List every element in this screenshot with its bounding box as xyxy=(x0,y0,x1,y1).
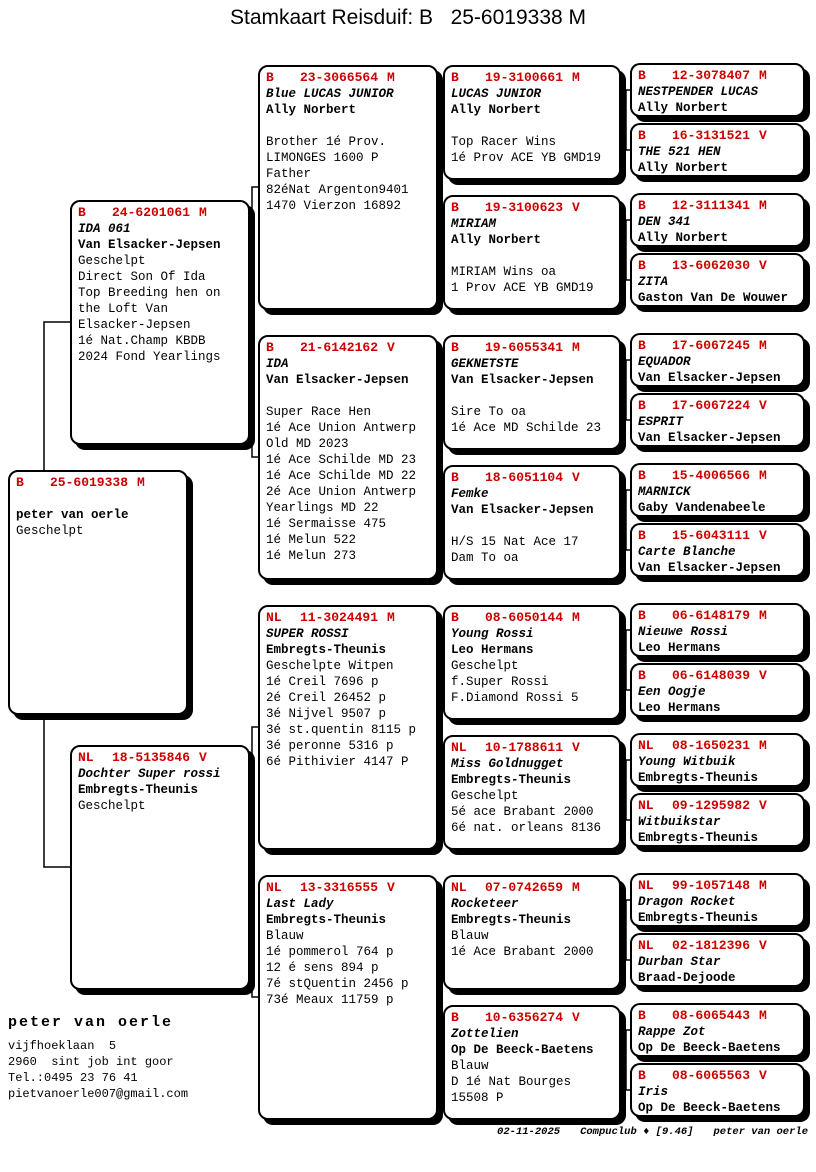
pigeon-name: Young Rossi xyxy=(451,627,534,641)
pigeon-name: Carte Blanche xyxy=(638,545,736,559)
country-code: B xyxy=(638,1068,646,1083)
ring-digits: 06-6148039 xyxy=(672,668,751,683)
owner-name: Embregts-Theunis xyxy=(266,643,387,657)
pigeon-name: Dochter Super rossi xyxy=(78,767,221,781)
country-code: B xyxy=(451,470,459,485)
owner-name: Embregts-Theunis xyxy=(638,771,759,785)
pedigree-box-gen3-4 xyxy=(258,875,438,1120)
owner-name: Embregts-Theunis xyxy=(638,911,759,925)
footer xyxy=(497,1126,808,1138)
pedigree-box-gen5-11 xyxy=(630,733,805,787)
sex-code: M xyxy=(759,198,767,213)
pedigree-box-gen5-2 xyxy=(630,123,805,177)
ring-number xyxy=(638,338,797,354)
ring-number xyxy=(451,200,613,216)
country-code: B xyxy=(638,608,646,623)
country-code: B xyxy=(638,528,646,543)
pigeon-name: Durban Star xyxy=(638,955,721,969)
pigeon-name: ZITA xyxy=(638,275,669,289)
ring-digits: 08-6065443 xyxy=(672,1008,751,1023)
owner-name: Braad-Dejoode xyxy=(638,971,736,985)
ring-number xyxy=(638,798,797,814)
pigeon-name: IDA 061 xyxy=(78,222,131,236)
ring-number xyxy=(638,68,797,84)
ring-number xyxy=(638,398,797,414)
country-code: B xyxy=(638,68,646,83)
sex-code: M xyxy=(572,70,580,85)
pigeon-name: THE 521 HEN xyxy=(638,145,721,159)
pedigree-box-gen5-15 xyxy=(630,1003,805,1057)
sex-code: V xyxy=(572,200,580,215)
country-code: NL xyxy=(451,740,467,755)
sex-code: M xyxy=(572,610,580,625)
ring-number xyxy=(638,738,797,754)
pedigree-box-subject xyxy=(8,470,188,715)
ring-number xyxy=(638,1008,797,1024)
sex-code: M xyxy=(759,878,767,893)
ring-number xyxy=(451,880,613,896)
pigeon-name: Dragon Rocket xyxy=(638,895,736,909)
ring-digits: 10-6356274 xyxy=(485,1010,564,1025)
sex-code: M xyxy=(759,608,767,623)
ring-digits: 15-6043111 xyxy=(672,528,751,543)
pigeon-name: Last Lady xyxy=(266,897,334,911)
ring-digits: 07-0742659 xyxy=(485,880,564,895)
owner-name: Embregts-Theunis xyxy=(638,831,759,845)
sex-code: V xyxy=(572,740,580,755)
sex-code: M xyxy=(759,338,767,353)
country-code: NL xyxy=(78,750,94,765)
ring-number xyxy=(266,340,430,356)
pigeon-details: Super Race Hen 1é Ace Union Antwerp Old MD 2023 1é Ace Schilde MD 23 1é Ace Schilde MD 22 2é Ace Union Antwerp Yearlings MD 22 1é Sermaisse 475 1é Melun 522 1é Melun 273 xyxy=(266,405,417,563)
owner-name: Leo Hermans xyxy=(638,701,721,715)
pigeon-name: LUCAS JUNIOR xyxy=(451,87,542,101)
ring-digits: 08-6065563 xyxy=(672,1068,751,1083)
country-code: B xyxy=(16,475,24,490)
ring-number xyxy=(266,70,430,86)
pigeon-details: H/S 15 Nat Ace 17 Dam To oa xyxy=(451,535,579,565)
country-code: NL xyxy=(451,880,467,895)
owner-name: Van Elsacker-Jepsen xyxy=(78,238,221,252)
ring-digits: 13-3316555 xyxy=(300,880,379,895)
pigeon-name: Een Oogje xyxy=(638,685,706,699)
pigeon-name: DEN 341 xyxy=(638,215,691,229)
sex-code: V xyxy=(572,470,580,485)
sex-code: V xyxy=(759,258,767,273)
country-code: B xyxy=(451,1010,459,1025)
owner-name: Embregts-Theunis xyxy=(451,773,572,787)
ring-digits: 19-6055341 xyxy=(485,340,564,355)
pigeon-details: Geschelpte Witpen 1é Creil 7696 p 2é Creil 26452 p 3é Nijvel 9507 p 3é st.quentin 8115 p 3é peronne 5316 p 6é Pithivier 4147 P xyxy=(266,659,417,769)
pedigree-box-gen5-13 xyxy=(630,873,805,927)
pigeon-details: Top Racer Wins 1é Prov ACE YB GMD19 xyxy=(451,135,602,165)
country-code: B xyxy=(638,198,646,213)
sex-code: V xyxy=(759,1068,767,1083)
fancier-name: peter van oerle xyxy=(8,1014,174,1031)
ring-digits: 17-6067245 xyxy=(672,338,751,353)
pedigree-box-gen5-12 xyxy=(630,793,805,847)
ring-digits: 18-6051104 xyxy=(485,470,564,485)
pedigree-box-gen4-4 xyxy=(443,465,621,580)
country-code: NL xyxy=(638,878,654,893)
country-code: NL xyxy=(638,938,654,953)
owner-name: Gaston Van De Wouwer xyxy=(638,291,789,305)
ring-digits: 16-3131521 xyxy=(672,128,751,143)
ring-number xyxy=(451,70,613,86)
owner-name: Ally Norbert xyxy=(638,231,729,245)
owner-name: Van Elsacker-Jepsen xyxy=(451,503,594,517)
page-title: Stamkaart Reisduif: B 25-6019338 M xyxy=(229,6,586,29)
owner-name: Van Elsacker-Jepsen xyxy=(638,561,781,575)
pedigree-box-gen5-1 xyxy=(630,63,805,117)
country-code: B xyxy=(638,258,646,273)
pigeon-name xyxy=(16,491,180,507)
sex-code: V xyxy=(572,1010,580,1025)
sex-code: V xyxy=(759,528,767,543)
ring-number xyxy=(451,740,613,756)
ring-number xyxy=(16,475,180,491)
ring-number xyxy=(638,668,797,684)
ring-digits: 02-1812396 xyxy=(672,938,751,953)
pedigree-box-gen5-3 xyxy=(630,193,805,247)
ring-number xyxy=(638,198,797,214)
ring-number xyxy=(451,340,613,356)
ring-digits: 18-5135846 xyxy=(112,750,191,765)
sex-code: V xyxy=(759,668,767,683)
pigeon-name: NESTPENDER LUCAS xyxy=(638,85,759,99)
country-code: NL xyxy=(266,880,282,895)
ring-digits: 08-6050144 xyxy=(485,610,564,625)
ring-digits: 23-3066564 xyxy=(300,70,379,85)
pigeon-name: Witbuikstar xyxy=(638,815,721,829)
ring-digits: 24-6201061 xyxy=(112,205,191,220)
pigeon-details: Geschelpt xyxy=(16,524,84,538)
pedigree-box-gen5-8 xyxy=(630,523,805,577)
owner-name: peter van oerle xyxy=(16,508,129,522)
pigeon-name: EQUADOR xyxy=(638,355,691,369)
ring-number xyxy=(266,880,430,896)
fancier-address: vijfhoeklaan 5 2960 sint job int goor Tel.:0495 23 76 41 pietvanoerle007@gmail.com xyxy=(8,1039,189,1101)
pedigree-box-gen3-3 xyxy=(258,605,438,850)
pigeon-details: Blauw D 1é Nat Bourges 15508 P xyxy=(451,1059,572,1105)
pigeon-name: MIRIAM xyxy=(451,217,497,231)
sex-code: V xyxy=(387,880,395,895)
sex-code: V xyxy=(759,398,767,413)
ring-number xyxy=(638,938,797,954)
ring-digits: 11-3024491 xyxy=(300,610,379,625)
pigeon-name: Rappe Zot xyxy=(638,1025,706,1039)
sex-code: V xyxy=(759,128,767,143)
owner-name: Ally Norbert xyxy=(266,103,357,117)
pedigree-box-gen5-4 xyxy=(630,253,805,307)
sex-code: M xyxy=(759,468,767,483)
country-code: B xyxy=(451,610,459,625)
ring-digits: 21-6142162 xyxy=(300,340,379,355)
pigeon-details: Geschelpt Direct Son Of Ida Top Breeding hen on the Loft Van Elsacker-Jepsen 1é Nat.Champ KBDB 2024 Fond Yearlings xyxy=(78,254,221,364)
pigeon-name: Nieuwe Rossi xyxy=(638,625,729,639)
pedigree-box-gen4-1 xyxy=(443,65,621,180)
country-code: NL xyxy=(638,798,654,813)
ring-digits: 12-3078407 xyxy=(672,68,751,83)
owner-name: Embregts-Theunis xyxy=(451,913,572,927)
country-code: B xyxy=(638,468,646,483)
country-code: NL xyxy=(638,738,654,753)
sex-code: M xyxy=(572,880,580,895)
country-code: B xyxy=(451,340,459,355)
owner-name: Ally Norbert xyxy=(638,161,729,175)
pedigree-box-sire xyxy=(70,200,250,445)
pedigree-box-gen4-6 xyxy=(443,735,621,850)
sex-code: M xyxy=(759,1008,767,1023)
ring-number xyxy=(638,468,797,484)
ring-digits: 12-3111341 xyxy=(672,198,751,213)
owner-name: Op De Beeck-Baetens xyxy=(638,1041,781,1055)
owner-name: Ally Norbert xyxy=(451,103,542,117)
pigeon-details: Blauw 1é pommerol 764 p 12 é sens 894 p 7é stQuentin 2456 p 73é Meaux 11759 p xyxy=(266,929,409,1007)
country-code: B xyxy=(451,70,459,85)
sex-code: V xyxy=(759,798,767,813)
ring-number xyxy=(451,470,613,486)
pedigree-box-gen5-16 xyxy=(630,1063,805,1117)
sex-code: M xyxy=(137,475,145,490)
sex-code: M xyxy=(387,70,395,85)
country-code: B xyxy=(638,668,646,683)
sex-code: V xyxy=(199,750,207,765)
ring-number xyxy=(266,610,430,626)
pigeon-name: Blue LUCAS JUNIOR xyxy=(266,87,394,101)
pedigree-box-gen5-7 xyxy=(630,463,805,517)
sex-code: V xyxy=(759,938,767,953)
pigeon-name: IDA xyxy=(266,357,289,371)
country-code: B xyxy=(266,70,274,85)
country-code: B xyxy=(78,205,86,220)
sex-code: M xyxy=(387,610,395,625)
sex-code: M xyxy=(199,205,207,220)
owner-name: Van Elsacker-Jepsen xyxy=(638,431,781,445)
pigeon-name: SUPER ROSSI xyxy=(266,627,349,641)
pigeon-name: Iris xyxy=(638,1085,669,1099)
sex-code: V xyxy=(387,340,395,355)
pedigree-box-gen3-1 xyxy=(258,65,438,310)
ring-digits: 99-1057148 xyxy=(672,878,751,893)
pigeon-details: Geschelpt 5é ace Brabant 2000 6é nat. orleans 8136 xyxy=(451,789,602,835)
pedigree-box-gen3-2 xyxy=(258,335,438,580)
pigeon-name: ESPRIT xyxy=(638,415,684,429)
sex-code: M xyxy=(759,738,767,753)
ring-digits: 19-3100623 xyxy=(485,200,564,215)
owner-name: Op De Beeck-Baetens xyxy=(451,1043,594,1057)
pedigree-box-gen5-5 xyxy=(630,333,805,387)
country-code: B xyxy=(638,1008,646,1023)
owner-name: Ally Norbert xyxy=(451,233,542,247)
pedigree-box-gen4-8 xyxy=(443,1005,621,1120)
ring-number xyxy=(638,528,797,544)
sex-code: M xyxy=(572,340,580,355)
footer-program: Compuclub ♦ [9.46] xyxy=(580,1126,694,1138)
country-code: B xyxy=(638,338,646,353)
ring-number xyxy=(78,750,242,766)
ring-digits: 19-3100661 xyxy=(485,70,564,85)
country-code: B xyxy=(638,128,646,143)
ring-number xyxy=(638,128,797,144)
pigeon-details: Brother 1é Prov. LIMONGES 1600 P Father 82éNat Argenton9401 1470 Vierzon 16892 xyxy=(266,135,409,213)
country-code: B xyxy=(266,340,274,355)
ring-number xyxy=(638,258,797,274)
country-code: B xyxy=(451,200,459,215)
ring-number xyxy=(638,608,797,624)
owner-name: Van Elsacker-Jepsen xyxy=(638,371,781,385)
pigeon-name: Rocketeer xyxy=(451,897,519,911)
pedigree-box-gen5-9 xyxy=(630,603,805,657)
pedigree-box-gen4-2 xyxy=(443,195,621,310)
fancier-address-block xyxy=(8,1014,188,1103)
pedigree-box-gen4-3 xyxy=(443,335,621,450)
country-code: B xyxy=(638,398,646,413)
owner-name: Leo Hermans xyxy=(638,641,721,655)
pedigree-box-gen5-14 xyxy=(630,933,805,987)
owner-name: Ally Norbert xyxy=(638,101,729,115)
ring-digits: 08-1650231 xyxy=(672,738,751,753)
ring-digits: 15-4006566 xyxy=(672,468,751,483)
footer-date: 02-11-2025 xyxy=(497,1126,561,1138)
ring-number xyxy=(451,1010,613,1026)
owner-name: Op De Beeck-Baetens xyxy=(638,1101,781,1115)
footer-user: peter van oerle xyxy=(713,1126,808,1138)
ring-digits: 13-6062030 xyxy=(672,258,751,273)
ring-number xyxy=(451,610,613,626)
pigeon-name: Young Witbuik xyxy=(638,755,736,769)
pigeon-details: Geschelpt xyxy=(78,799,146,813)
pigeon-name: Miss Goldnugget xyxy=(451,757,564,771)
ring-digits: 06-6148179 xyxy=(672,608,751,623)
pigeon-details: MIRIAM Wins oa 1 Prov ACE YB GMD19 xyxy=(451,265,594,295)
owner-name: Van Elsacker-Jepsen xyxy=(266,373,409,387)
ring-number xyxy=(638,878,797,894)
ring-digits: 10-1788611 xyxy=(485,740,564,755)
ring-number xyxy=(78,205,242,221)
owner-name: Van Elsacker-Jepsen xyxy=(451,373,594,387)
country-code: NL xyxy=(266,610,282,625)
pedigree-box-gen5-6 xyxy=(630,393,805,447)
owner-name: Embregts-Theunis xyxy=(78,783,199,797)
pigeon-name: Zottelien xyxy=(451,1027,519,1041)
pigeon-name: Femke xyxy=(451,487,489,501)
owner-name: Leo Hermans xyxy=(451,643,534,657)
owner-name: Embregts-Theunis xyxy=(266,913,387,927)
pigeon-details: Blauw 1é Ace Brabant 2000 xyxy=(451,929,594,959)
ring-digits: 17-6067224 xyxy=(672,398,751,413)
sex-code: M xyxy=(759,68,767,83)
owner-name: Gaby Vandenabeele xyxy=(638,501,766,515)
pigeon-details: Sire To oa 1é Ace MD Schilde 23 xyxy=(451,405,602,435)
pedigree-box-gen5-10 xyxy=(630,663,805,717)
ring-digits: 09-1295982 xyxy=(672,798,751,813)
pedigree-box-gen4-5 xyxy=(443,605,621,720)
pigeon-name: GEKNETSTE xyxy=(451,357,519,371)
pigeon-name: MARNICK xyxy=(638,485,691,499)
pedigree-box-dam xyxy=(70,745,250,990)
ring-number xyxy=(638,1068,797,1084)
ring-digits: 25-6019338 xyxy=(50,475,129,490)
pedigree-box-gen4-7 xyxy=(443,875,621,990)
pigeon-details: Geschelpt f.Super Rossi F.Diamond Rossi 5 xyxy=(451,659,579,705)
